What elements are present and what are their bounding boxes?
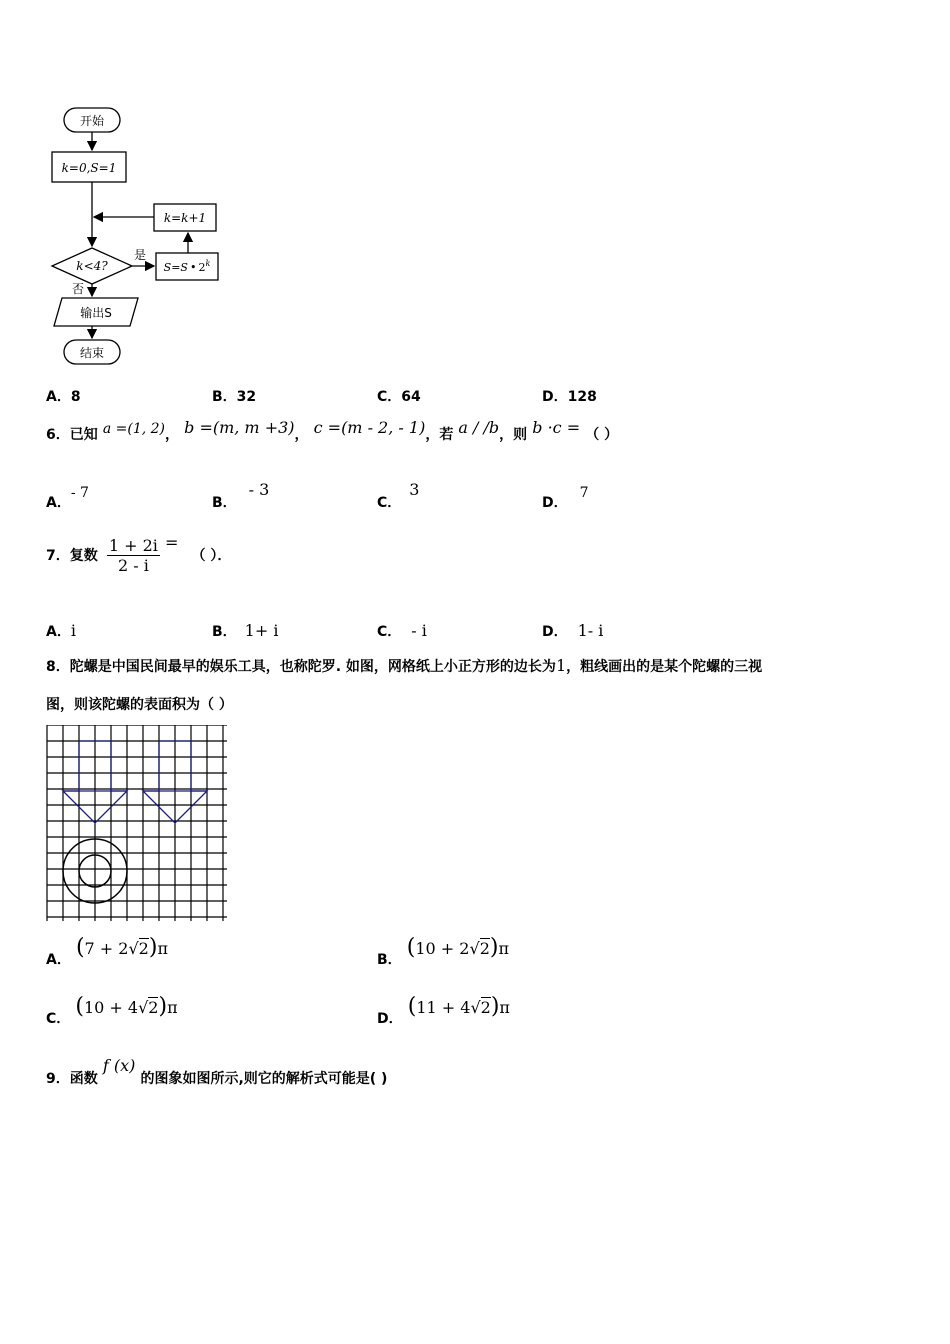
q6-vector-a: a =(1, 2) [102,421,166,437]
q6-option-d: D．7 [542,485,589,511]
q6-vector-c: c =(m - 2, - 1) [313,418,426,437]
flow-yes-label: 是 [133,248,147,262]
q8-three-view-grid [45,725,231,925]
q5-option-d: D．128 [542,389,597,405]
q5-option-b: B．32 [212,389,257,405]
q6-option-a: A．- 7 [46,485,89,511]
flow-output-label: 输出S [80,306,112,320]
q7-option-d: D． 1- i [542,621,604,640]
q7-stem: 7．复数 $\frac{1 + 2i}{2 - i}$ = （ ）． [46,533,232,575]
q5-option-a: A．8 [46,389,81,405]
q7-option-c: C． - i [377,621,427,640]
flow-no-label: 否 [71,282,85,296]
q8-option-d: D． (11 + 4√2)π [377,994,510,1027]
flow-init-label: k=0,S=1 [61,161,117,175]
svg-text:S=S•2k [164,259,211,274]
q9-function: f (x) [102,1056,136,1075]
q8-option-b: B． (10 + 2√2)π [377,935,509,968]
q6-query: b ·c = [532,418,581,437]
flow-increment-label: k=k+1 [163,211,207,225]
q5-option-c: C．64 [377,389,421,405]
q7-option-b: B． 1+ i [212,621,279,640]
q6-option-b: B．- 3 [212,480,270,511]
q6-stem: 6．已知 a =(1, 2)， b =(m, m +3)， c =(m - 2, - 1)，若 a / /b，则 b ·c = （ ） [46,418,619,443]
flow-process-left: S=S [163,261,188,274]
flow-condition-label: k<4? [76,259,108,273]
flowchart-figure [40,100,240,375]
q7-option-a: A．i [46,621,76,640]
q8-option-c: C． (10 + 4√2)π [46,994,178,1027]
q8-stem-line1: 8．陀螺是中国民间最早的娱乐工具，也称陀罗. 如图，网格纸上小正方形的边长为1，粗线画出的是某个陀螺的三视 [46,656,763,675]
flow-process-base: 2 [198,261,206,274]
q7-fraction: $\frac{1 + 2i}{2 - i}$ [108,536,158,575]
flow-start-label: 开始 [79,114,105,128]
flow-process-exp: k [205,259,211,268]
q6-condition: a / /b [458,418,500,437]
q6-vector-b: b =(m, m +3) [184,418,295,437]
flow-process-dot: • [189,261,197,274]
q8-stem-line2: 图，则该陀螺的表面积为（ ） [46,697,233,713]
q9-stem: 9．函数 f (x) 的图象如图所示,则它的解析式可能是( ) [46,1056,388,1087]
flow-end-label: 结束 [79,346,105,360]
q6-option-c: C．3 [377,480,420,511]
q8-option-a: A． (7 + 2√2)π [46,935,168,968]
